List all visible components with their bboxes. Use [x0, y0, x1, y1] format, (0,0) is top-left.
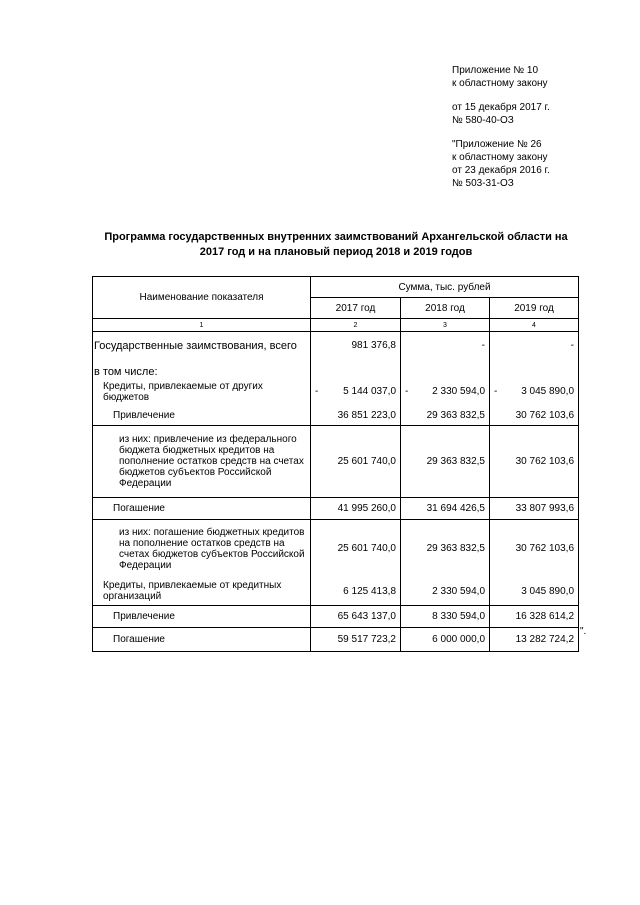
row-name: Погашение	[93, 498, 311, 520]
value-2019: 30 762 103,6	[490, 426, 579, 498]
negative-sign: -	[405, 386, 409, 397]
table-row	[93, 426, 579, 498]
row-name: Привлечение	[93, 406, 311, 426]
table-row	[93, 520, 579, 578]
value-2019: 30 762 103,6	[490, 520, 579, 578]
sum-header: Сумма, тыс. рублей	[311, 277, 579, 298]
row-name: из них: погашение бюджетных кредитов на пополнение остатков средств на счетах бюджетов субъектов Российской Федерации	[93, 520, 311, 578]
year-header: 2019 год	[490, 298, 579, 319]
year-header: 2017 год	[311, 298, 401, 319]
value-2018: 8 330 594,0	[401, 606, 490, 628]
value-2018: 6 000 000,0	[401, 628, 490, 652]
value-2017: 65 643 137,0	[311, 606, 401, 628]
value-2019: -	[490, 332, 579, 360]
table-row	[93, 360, 579, 378]
value-2019: 13 282 724,2	[490, 628, 579, 652]
col-numbers-row	[93, 319, 579, 332]
table-row	[93, 606, 579, 628]
value-2018: 29 363 832,5	[401, 426, 490, 498]
table-row	[93, 378, 579, 406]
value-2019: 30 762 103,6	[490, 406, 579, 426]
row-name: в том числе:	[93, 360, 311, 378]
row-name: Кредиты, привлекаемые от кредитных организаций	[93, 578, 311, 606]
table-row	[93, 332, 579, 360]
value-2017: 36 851 223,0	[311, 406, 401, 426]
closing-quote: ".	[580, 626, 587, 637]
value-2017: 41 995 260,0	[311, 498, 401, 520]
value-2018: 31 694 426,5	[401, 498, 490, 520]
value-2017: 25 601 740,0	[311, 426, 401, 498]
value-2017	[311, 378, 401, 406]
col-number: 4	[490, 319, 579, 332]
value-text: 3 045 890,0	[521, 386, 575, 397]
prior-appendix-number: "Приложение № 26	[452, 139, 542, 150]
col-name-header: Наименование показателя	[93, 277, 311, 319]
col-number: 1	[93, 319, 311, 332]
negative-sign: -	[494, 386, 498, 397]
col-number: 3	[401, 319, 490, 332]
col-number: 2	[311, 319, 401, 332]
value-2019: 33 807 993,6	[490, 498, 579, 520]
value-2019: 3 045 890,0	[490, 578, 579, 606]
row-name: из них: привлечение из федерального бюджета бюджетных кредитов на пополнение остатков средств на счетах бюджетов субъектов Российской Федерации	[93, 426, 311, 498]
value-2017: 25 601 740,0	[311, 520, 401, 578]
value-2018: 29 363 832,5	[401, 406, 490, 426]
row-name: Привлечение	[93, 606, 311, 628]
borrowing-program-table	[92, 276, 579, 652]
negative-sign: -	[315, 386, 319, 397]
value-2019	[490, 378, 579, 406]
value-2017: 6 125 413,8	[311, 578, 401, 606]
value-2018: -	[401, 332, 490, 360]
prior-appendix-date: от 23 декабря 2016 г.	[452, 165, 550, 176]
value-2017: 981 376,8	[311, 332, 401, 360]
value-2018: 29 363 832,5	[401, 520, 490, 578]
table-row	[93, 628, 579, 652]
value-2019: 16 328 614,2	[490, 606, 579, 628]
value-text: 5 144 037,0	[343, 386, 396, 397]
row-name: Государственные заимствования, всего	[93, 332, 311, 360]
prior-appendix-law: к областному закону	[452, 152, 548, 163]
appendix-header	[452, 64, 550, 190]
year-header: 2018 год	[401, 298, 490, 319]
table-header-row	[93, 277, 579, 298]
value-2017: 59 517 723,2	[311, 628, 401, 652]
prior-appendix-law-number: № 503-31-ОЗ	[452, 178, 514, 189]
appendix-date: от 15 декабря 2017 г.	[452, 102, 550, 113]
row-name: Погашение	[93, 628, 311, 652]
value-text: 2 330 594,0	[432, 386, 485, 397]
table-row	[93, 498, 579, 520]
document-title: Программа государственных внутренних заимствований Архангельской области на 2017 год и на плановый период 2018 и 2019 годов	[104, 231, 568, 258]
value-2018	[401, 378, 490, 406]
table-row	[93, 406, 579, 426]
appendix-law: к областному закону	[452, 78, 548, 89]
appendix-number: Приложение № 10	[452, 65, 539, 76]
value-2018: 2 330 594,0	[401, 578, 490, 606]
appendix-law-number: № 580-40-ОЗ	[452, 115, 514, 126]
row-name: Кредиты, привлекаемые от других бюджетов	[93, 378, 311, 406]
table-row	[93, 578, 579, 606]
